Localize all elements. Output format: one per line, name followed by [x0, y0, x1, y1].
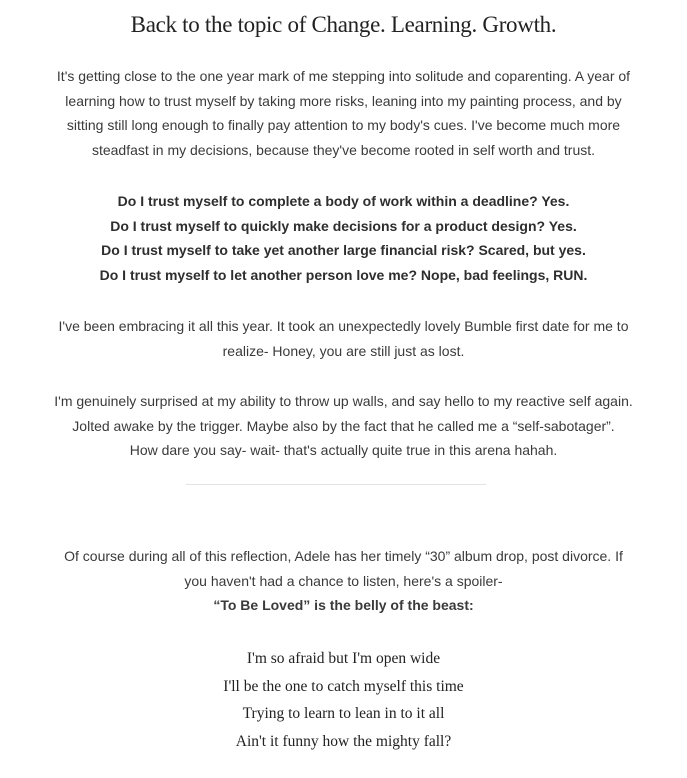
paragraph-line: I'm genuinely surprised at my ability to throw up walls, and say hello to my reactive self again. [54, 393, 633, 409]
paragraph-line: How dare you say- wait- that's actually quite true in this arena hahah. [129, 442, 558, 458]
paragraph-line: you haven't had a chance to listen, here's a spoiler- [184, 572, 503, 589]
paragraph-line: learning how to trust myself by taking more risks, leaning into my painting process, and by [65, 92, 622, 109]
trust-questions [0, 189, 687, 287]
paragraph-line: Of course during all of this reflection, Adele has her timely “30” album drop, post divorce. If [64, 548, 623, 564]
lyric-line: Ain't it funny how the mighty fall? [235, 733, 452, 751]
paragraph-walls [0, 389, 687, 463]
paragraph-adele [0, 544, 687, 618]
lyrics-block [0, 645, 687, 756]
section-divider [186, 484, 486, 485]
lyric-line: I'll be the one to catch myself this time [223, 677, 464, 695]
song-callout: “To Be Loved” is the belly of the beast: [213, 597, 474, 613]
paragraph-line: I've been embracing it all this year. It took an unexpectedly lovely Bumble first date for me to [58, 318, 629, 334]
paragraph-line: steadfast in my decisions, because they've become rooted in self worth and trust. [91, 141, 596, 158]
question-line: Do I trust myself to take yet another large financial risk? Scared, but yes. [101, 242, 586, 258]
paragraph-line: It's getting close to the one year mark of me stepping into solitude and coparenting. A year of [56, 68, 631, 84]
question-line: Do I trust myself to complete a body of work within a deadline? Yes. [117, 193, 570, 209]
paragraph-intro [0, 64, 687, 162]
paragraph-line: sitting still long enough to finally pay attention to my body's cues. I've become much more [66, 117, 621, 133]
paragraph-line: realize- Honey, you are still just as lost. [222, 342, 465, 359]
paragraph-embracing [0, 314, 687, 363]
article-title: Back to the topic of Change. Learning. Growth. [130, 12, 557, 37]
paragraph-line: Jolted awake by the trigger. Maybe also by the fact that he called me a “self-sabotager”. [72, 417, 615, 434]
lyric-line: I'm so afraid but I'm open wide [246, 650, 441, 667]
lyric-line: Trying to learn to lean in to it all [242, 705, 445, 723]
question-line: Do I trust myself to let another person love me? Nope, bad feelings, RUN. [99, 266, 588, 283]
question-line: Do I trust myself to quickly make decisions for a product design? Yes. [110, 217, 577, 234]
